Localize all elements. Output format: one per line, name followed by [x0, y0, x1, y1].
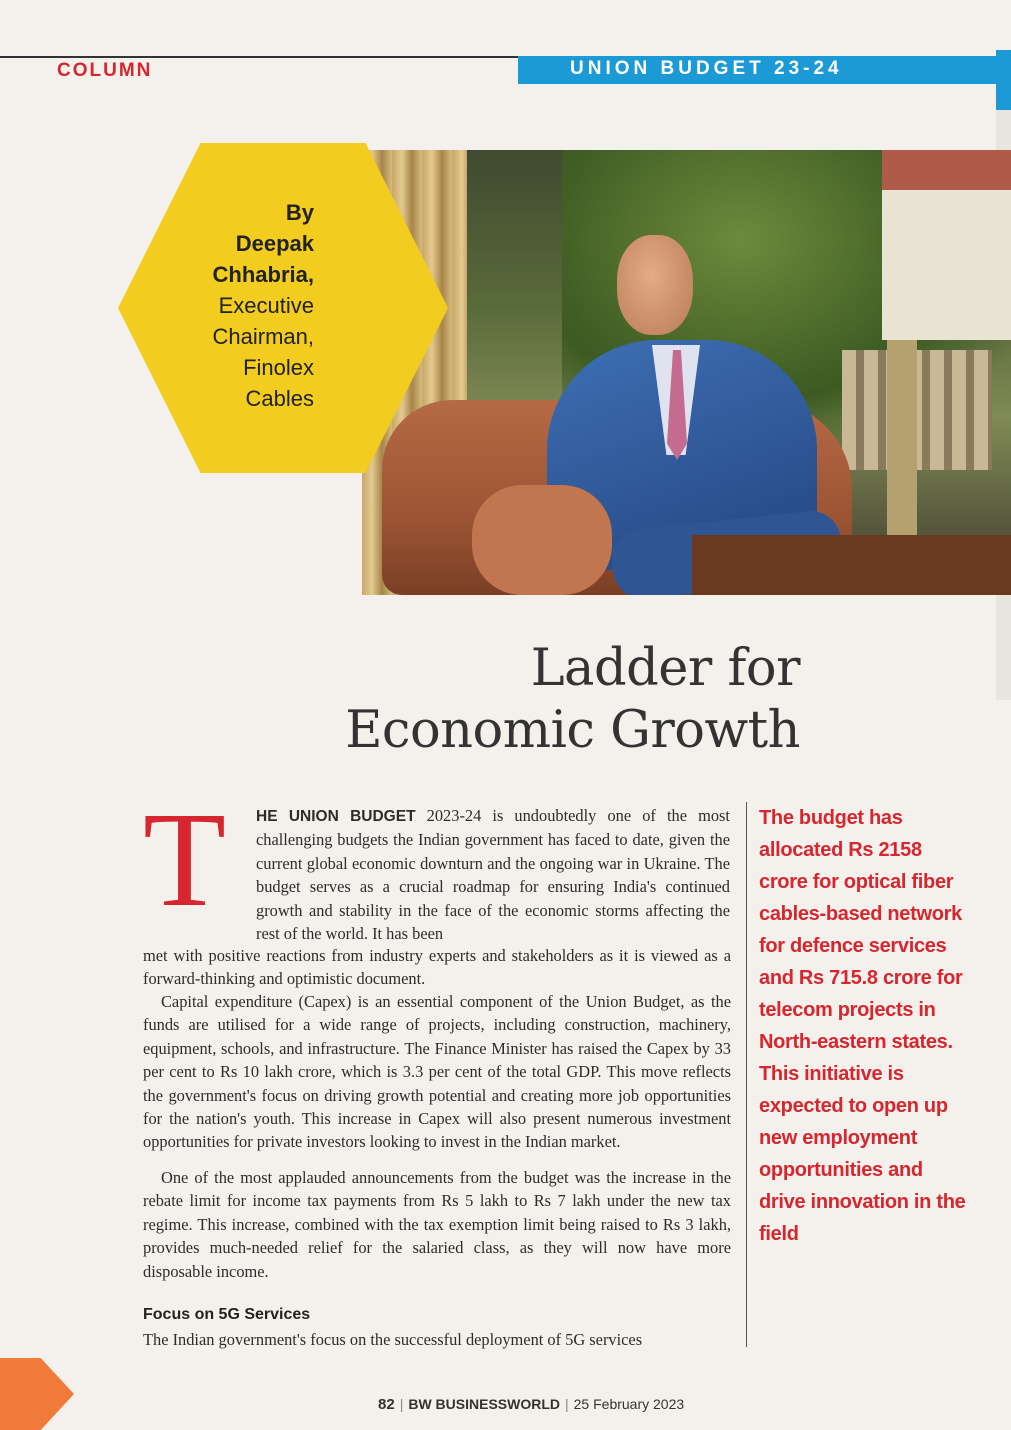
article-title-line2: Economic Growth: [345, 701, 800, 760]
author-name-last: Chhabria,: [212, 262, 314, 287]
issue-date: 25 February 2023: [573, 1396, 685, 1412]
lead-in: HE UNION BUDGET: [256, 808, 416, 825]
author-photo: [362, 150, 1011, 595]
drop-cap: T: [143, 785, 227, 935]
section-banner: [518, 56, 996, 84]
paragraph-1-text: 2023-24 is undoubtedly one of the most challenging budgets the Indian government has faced to date, given the current global economic downturn and the ongoing war in Ukraine. The budget serves as a crucial roadmap for ensuring India's continued growth and stability in the face of the economic storms affecting the rest of the world. It has been: [256, 806, 730, 944]
article-title: [160, 638, 800, 762]
author-name-first: Deepak: [235, 231, 314, 256]
subheading: Focus on 5G Services: [143, 1306, 311, 1323]
author-role-2: Chairman,: [212, 324, 314, 349]
publication-name: BUSINESSWORLD: [435, 1396, 560, 1412]
paragraph-1: [256, 804, 730, 945]
publication-mark: BW: [408, 1396, 432, 1412]
article-title-line1: Ladder for: [530, 639, 800, 698]
pull-quote: The budget has allocated Rs 2158 crore for optical fiber cables-based network for defence services and Rs 715.8 crore for telecom projects in North-eastern states. This initiative is expected to open up new employment opportunities and drive innovation in the field: [759, 807, 966, 1245]
author-role-1: Executive: [218, 293, 314, 318]
paragraph-4: The Indian government's focus on the successful deployment of 5G services: [143, 1330, 643, 1349]
paragraph-1-continued: met with positive reactions from industry experts and stakeholders as it is viewed as a forward-thinking and optimistic document.: [143, 946, 731, 989]
author-role-4: Cables: [245, 386, 314, 411]
author-role-3: Finolex: [243, 355, 314, 380]
section-label: COLUMN: [57, 60, 153, 81]
section-banner-text: UNION BUDGET 23-24: [570, 58, 843, 79]
paragraph-3: One of the most applauded announcements from the budget was the increase in the rebate limit for income tax payments from Rs 5 lakh to Rs 7 lakh under the new tax regime. This increase, combined with the tax exemption limit being raised to Rs 3 lakh, provides much-needed relief for the salaried class, as they will now have more disposable income.: [143, 1168, 731, 1281]
page-tab-marker: [0, 1358, 74, 1430]
pull-quote-rule: [746, 802, 747, 1347]
paragraph-2: Capital expenditure (Capex) is an essential component of the Union Budget, as the funds are utilised for a wide range of projects, including construction, machinery, equipment, schools, and infrastructure. The Finance Minister has raised the Capex by 33 per cent to Rs 10 lakh crore, which is 3.3 per cent of the total GDP. This move reflects the government's focus on driving growth potential and creating more job opportunities for the nation's youth. This increase in Capex will also present numerous investment opportunities for private investors looking to invest in the Indian market.: [143, 992, 731, 1152]
byline-by: By: [285, 200, 314, 225]
page-number: 82: [378, 1396, 395, 1413]
byline: [150, 197, 314, 414]
page-footer: 82 | BW BUSINESSWORLD | 25 February 2023: [378, 1396, 685, 1413]
